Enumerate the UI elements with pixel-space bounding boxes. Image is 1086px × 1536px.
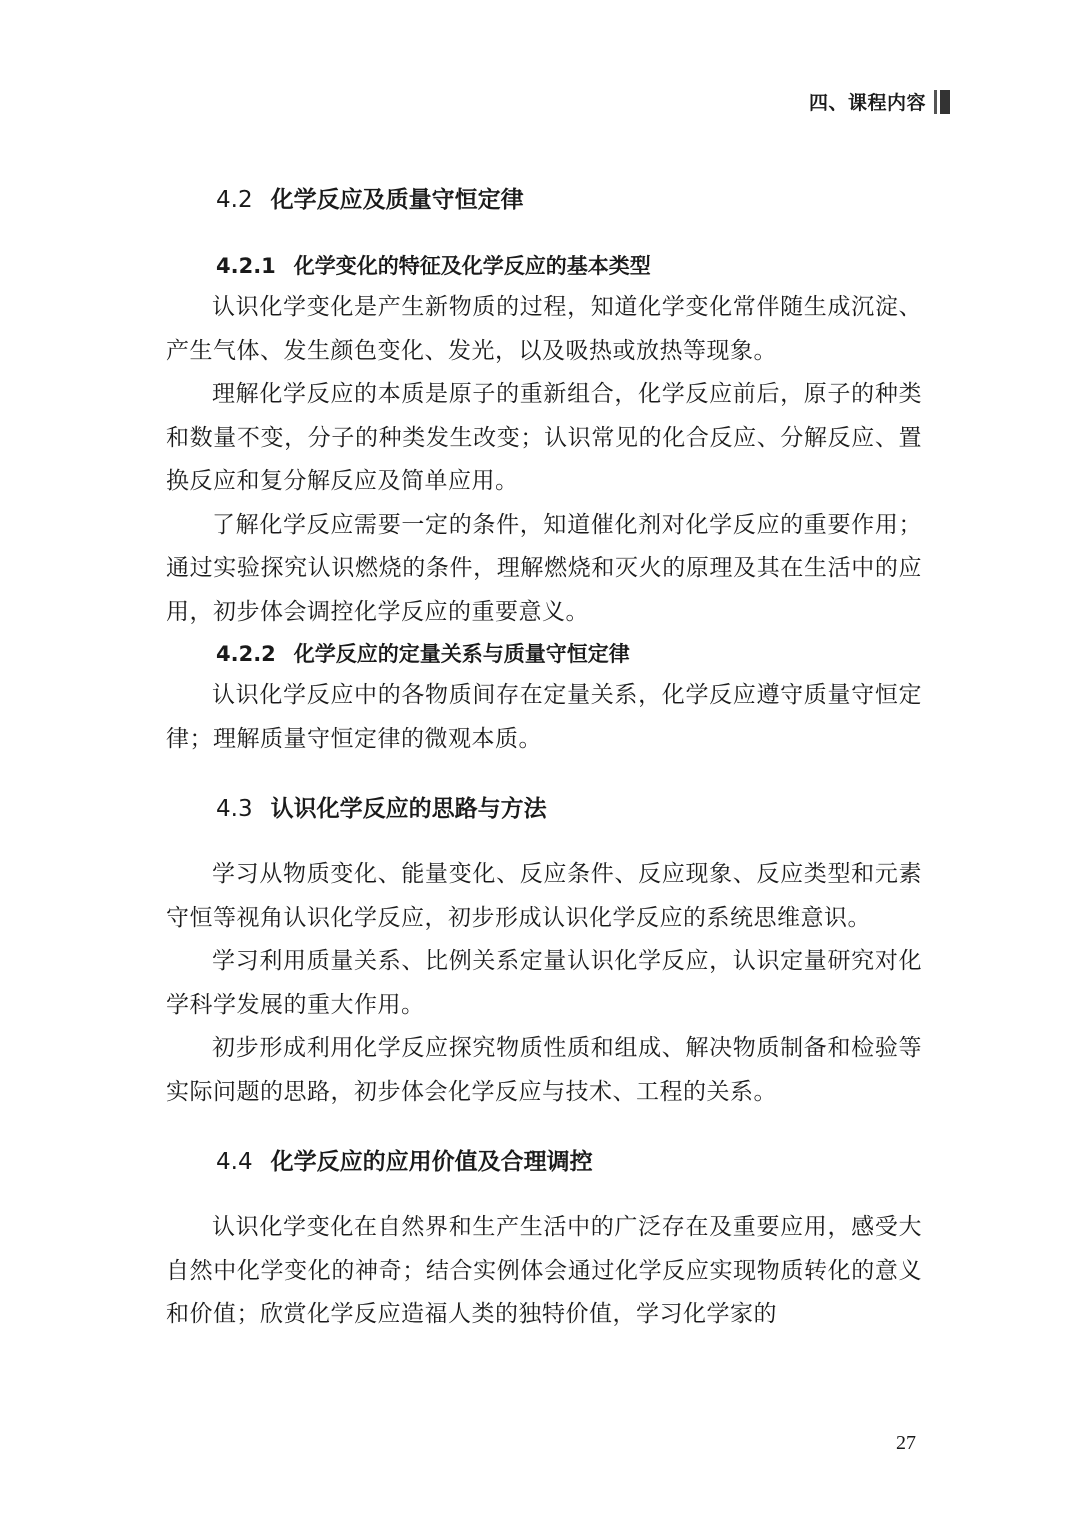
running-head-mark [934,90,950,114]
running-head-text: 四、课程内容 [808,92,926,114]
section-number: 4.4 [216,1149,253,1175]
section-heading-4-2 [166,180,922,220]
page-content [166,180,922,1337]
section-heading-4-3 [166,789,922,829]
paragraph: 认识化学变化在自然界和生产生活中的广泛存在及重要应用，感受大自然中化学变化的神奇；结合实例体会通过化学反应实现物质转化的意义和价值；欣赏化学反应造福人类的独特价值，学习化学家的 [166,1214,922,1327]
subsection-number: 4.2.2 [216,642,276,666]
subsection-title: 化学反应的定量关系与质量守恒定律 [293,642,630,666]
paragraph: 认识化学反应中的各物质间存在定量关系，化学反应遵守质量守恒定律；理解质量守恒定律的微观本质。 [166,682,922,752]
section-heading-4-4 [166,1142,922,1182]
paragraph: 初步形成利用化学反应探究物质性质和组成、解决物质制备和检验等实际问题的思路，初步体会化学反应与技术、工程的关系。 [166,1035,922,1105]
page-number: 27 [896,1432,916,1454]
section-title: 认识化学反应的思路与方法 [270,796,547,822]
section-title: 化学反应的应用价值及合理调控 [270,1149,593,1175]
paragraph: 认识化学变化是产生新物质的过程，知道化学变化常伴随生成沉淀、产生气体、发生颜色变化、发光，以及吸热或放热等现象。 [166,294,922,364]
paragraph: 理解化学反应的本质是原子的重新组合，化学反应前后，原子的种类和数量不变，分子的种类发生改变；认识常见的化合反应、分解反应、置换反应和复分解反应及简单应用。 [166,381,922,494]
paragraph: 学习从物质变化、能量变化、反应条件、反应现象、反应类型和元素守恒等视角认识化学反应，初步形成认识化学反应的系统思维意识。 [166,861,922,931]
section-title: 化学反应及质量守恒定律 [270,187,524,213]
section-number: 4.2 [216,187,253,213]
subsection-heading-4-2-2 [166,634,922,674]
subsection-heading-4-2-1 [166,246,922,286]
section-number: 4.3 [216,796,253,822]
subsection-number: 4.2.1 [216,254,276,278]
paragraph: 学习利用质量关系、比例关系定量认识化学反应，认识定量研究对化学科学发展的重大作用。 [166,948,922,1018]
running-head [809,88,950,115]
paragraph: 了解化学反应需要一定的条件，知道催化剂对化学反应的重要作用；通过实验探究认识燃烧的条件，理解燃烧和灭火的原理及其在生活中的应用，初步体会调控化学反应的重要意义。 [166,511,922,625]
subsection-title: 化学变化的特征及化学反应的基本类型 [293,254,651,278]
